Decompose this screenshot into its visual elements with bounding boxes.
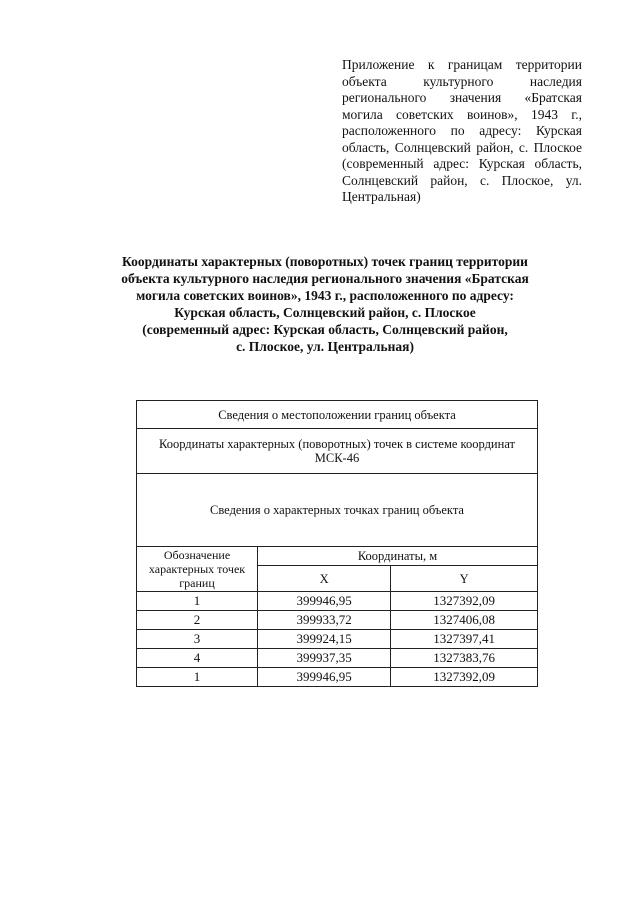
x-cell: 399946,95 [258,592,391,611]
coordinate-system-header: Координаты характерных (поворотных) точек в системе координат МСК-46 [137,429,538,474]
title-line: (современный адрес: Курская область, Солнцевский район, [142,322,508,337]
appendix-note: Приложение к границам территории объекта культурного наследия регионального значения «Братская могила советских воинов», 1943 г., расположенного по адресу: Курская область, Солнцевский район, с. Плоское (современный адрес: Курская область, Солнцевский район, с. Плоское, ул. Центральная) [342,57,582,204]
point-id-cell: 2 [137,611,258,630]
column-header-row [137,547,538,566]
y-cell: 1327406,08 [391,611,538,630]
y-column-header: Y [391,566,538,592]
table-row [137,611,538,630]
x-column-header: X [258,566,391,592]
table-header-row [137,474,538,547]
title-line: объекта культурного наследия регионального значения «Братская [121,271,529,286]
designation-column-header: Обозначение характерных точек границ [137,547,258,592]
y-cell: 1327383,76 [391,649,538,668]
table-row [137,592,538,611]
point-id-cell: 1 [137,668,258,687]
points-header: Сведения о характерных точках границ объекта [137,474,538,547]
x-cell: 399933,72 [258,611,391,630]
title-line: Курская область, Солнцевский район, с. Плоское [174,305,476,320]
point-id-cell: 1 [137,592,258,611]
location-header: Сведения о местоположении границ объекта [137,401,538,429]
table-row [137,630,538,649]
point-id-cell: 3 [137,630,258,649]
title-line: Координаты характерных (поворотных) точек границ территории [122,254,528,269]
table-header-row [137,429,538,474]
x-cell: 399946,95 [258,668,391,687]
document-title [90,253,560,355]
table-header-row [137,401,538,429]
title-line: могила советских воинов», 1943 г., расположенного по адресу: [136,288,514,303]
title-line: с. Плоское, ул. Центральная) [236,339,414,354]
x-cell: 399924,15 [258,630,391,649]
y-cell: 1327397,41 [391,630,538,649]
coordinates-column-header: Координаты, м [258,547,538,566]
table-row [137,649,538,668]
y-cell: 1327392,09 [391,592,538,611]
x-cell: 399937,35 [258,649,391,668]
y-cell: 1327392,09 [391,668,538,687]
coordinates-table [136,400,538,687]
table-row [137,668,538,687]
point-id-cell: 4 [137,649,258,668]
